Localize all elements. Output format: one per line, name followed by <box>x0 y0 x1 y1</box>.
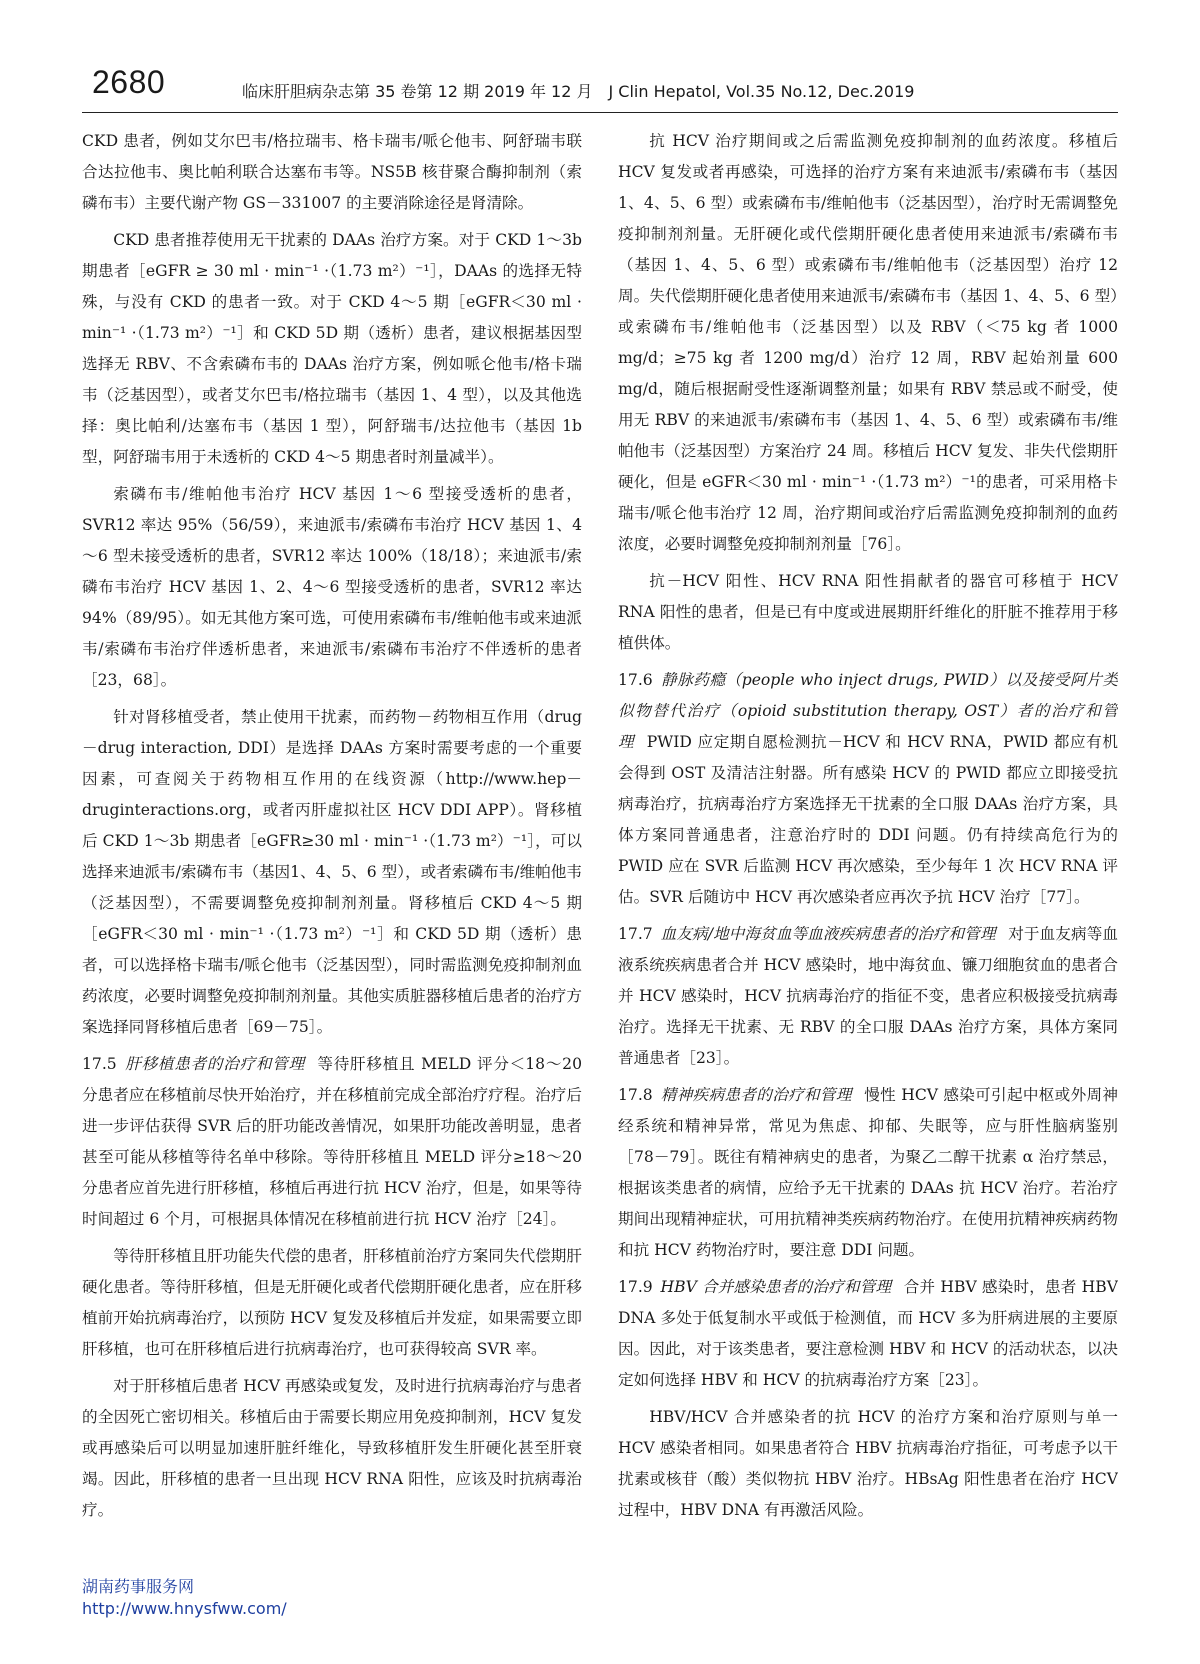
section-number: 17.8 <box>618 1086 653 1104</box>
paragraph-text: 抗－HCV 阳性、HCV RNA 阳性捐献者的器官可移植于 HCV RNA 阳性的患者，但是已有中度或进展期肝纤维化的肝脏不推荐用于移植供体。 <box>618 572 1118 652</box>
paragraph-text: CKD 患者推荐使用无干扰素的 DAAs 治疗方案。对于 CKD 1～3b期患者［eGFR ≥ 30 ml · min⁻¹ ·（1.73 m²）⁻¹］，DAAs 的选择无特殊，与没有 CKD 的患者一致。对于 CKD 4～5 期［eGFR＜30 ml · min⁻¹ ·（1.73 m²）⁻¹］和 CKD 5D 期（透析）患者，建议根据基因型选择无 RBV、不含索磷布韦的 DAAs 治疗方案，例如哌仑他韦/格卡瑞韦（泛基因型），或者艾尔巴韦/格拉瑞韦（基因 1、4 型），以及其他选择：奥比帕利/达塞布韦（基因 1 型），阿舒瑞韦/达拉他韦（基因 1b 型，阿舒瑞韦用于未透析的 CKD 4～5 期患者时剂量减半）。 <box>82 231 582 466</box>
section-title: 血友病/地中海贫血等血液疾病患者的治疗和管理 <box>660 925 996 943</box>
body-paragraph <box>82 479 582 696</box>
section-paragraph <box>618 919 1118 1074</box>
section-title: 静脉药瘾（people who inject drugs, PWID）以及接受阿片类似物替代治疗（opioid substitution therapy, OST）者的治疗和管理 <box>618 671 1118 751</box>
page-footer <box>82 1576 287 1620</box>
paragraph-text: PWID 应定期自愿检测抗－HCV 和 HCV RNA，PWID 都应有机会得到 OST 及清洁注射器。所有感染 HCV 的 PWID 都应立即接受抗病毒治疗，抗病毒治疗方案选择无干扰素的全口服 DAAs 治疗方案，具体方案同普通患者，注意治疗时的 DDI 问题。仍有持续高危行为的 PWID 应在 SVR 后监测 HCV 再次感染，至少每年 1 次 HCV RNA 评估。SVR 后随访中 HCV 再次感染者应再次予抗 HCV 治疗［77］。 <box>618 733 1118 906</box>
paragraph-text: HBV/HCV 合并感染者的抗 HCV 的治疗方案和治疗原则与单一 HCV 感染者相同。如果患者符合 HBV 抗病毒治疗指征，可考虑予以干扰素或核苷（酸）类似物抗 HBV 治疗。HBsAg 阳性患者在治疗 HCV 过程中，HBV DNA 有再激活风险。 <box>618 1408 1118 1519</box>
section-title: 肝移植患者的治疗和管理 <box>124 1055 305 1073</box>
right-column <box>618 126 1118 1546</box>
paragraph-text: 对于肝移植后患者 HCV 再感染或复发，及时进行抗病毒治疗与患者的全因死亡密切相关。移植后由于需要长期应用免疫抑制剂，HCV 复发或再感染后可以明显加速肝脏纤维化，导致移植肝发生肝硬化甚至肝衰竭。因此，肝移植的患者一旦出现 HCV RNA 阳性，应该及时抗病毒治疗。 <box>82 1377 582 1519</box>
body-paragraph <box>618 566 1118 659</box>
left-column <box>82 126 582 1546</box>
paragraph-text: 针对肾移植受者，禁止使用干扰素，而药物－药物相互作用（drug－drug interaction, DDI）是选择 DAAs 方案时需要考虑的一个重要因素，可查阅关于药物相互作用的在线资源（http://www.hep－druginteractions.org，或者丙肝虚拟社区 HCV DDI APP）。肾移植后 CKD 1～3b 期患者［eGFR≥30 ml · min⁻¹ ·（1.73 m²）⁻¹］，可以选择来迪派韦/索磷布韦（基因1、4、5、6 型），或者索磷布韦/维帕他韦（泛基因型），不需要调整免疫抑制剂剂量。肾移植后 CKD 4～5 期［eGFR＜30 ml · min⁻¹ ·（1.73 m²）⁻¹］和 CKD 5D 期（透析）患者，可以选择格卡瑞韦/哌仑他韦（泛基因型），同时需监测免疫抑制剂血药浓度，必要时调整免疫抑制剂剂量。其他实质脏器移植后患者的治疗方案选择同肾移植后患者［69－75］。 <box>82 708 582 1036</box>
paragraph-text: CKD 患者，例如艾尔巴韦/格拉瑞韦、格卡瑞韦/哌仑他韦、阿舒瑞韦联合达拉他韦、奥比帕利联合达塞布韦等。NS5B 核苷聚合酶抑制剂（索磷布韦）主要代谢产物 GS－331007 的主要消除途径是肾清除。 <box>82 132 582 212</box>
section-title: HBV 合并感染患者的治疗和管理 <box>660 1278 892 1296</box>
section-number: 17.6 <box>618 671 653 689</box>
section-number: 17.7 <box>618 925 653 943</box>
paragraph-text: 等待肝移植且肝功能失代偿的患者，肝移植前治疗方案同失代偿期肝硬化患者。等待肝移植，但是无肝硬化或者代偿期肝硬化患者，应在肝移植前开始抗病毒治疗，以预防 HCV 复发及移植后并发症，如果需要立即肝移植，也可在肝移植后进行抗病毒治疗，也可获得较高 SVR 率。 <box>82 1247 582 1358</box>
article-body <box>82 126 1118 1546</box>
body-paragraph <box>82 1241 582 1365</box>
paragraph-text: 合并 HBV 感染时，患者 HBV DNA 多处于低复制水平或低于检测值，而 HCV 多为肝病进展的主要原因。因此，对于该类患者，要注意检测 HBV 和 HCV 的活动状态，以决定如何选择 HBV 和 HCV 的抗病毒治疗方案［23］。 <box>618 1278 1118 1389</box>
paragraph-text: 慢性 HCV 感染可引起中枢或外周神经系统和精神异常，常见为焦虑、抑郁、失眠等，应与肝性脑病鉴别［78－79］。既往有精神病史的患者，为聚乙二醇干扰素 α 治疗禁忌，根据该类患者的病情，应给予无干扰素的 DAAs 抗 HCV 治疗。若治疗期间出现精神症状，可用抗精神类疾病药物治疗。在使用抗精神疾病药物和抗 HCV 药物治疗时，要注意 DDI 问题。 <box>618 1086 1118 1259</box>
section-number: 17.9 <box>618 1278 653 1296</box>
paragraph-text: 对于血友病等血液系统疾病患者合并 HCV 感染时，地中海贫血、镰刀细胞贫血的患者合并 HCV 感染时，HCV 抗病毒治疗的指征不变，患者应积极接受抗病毒治疗。选择无干扰素、无 RBV 的全口服 DAAs 治疗方案，具体方案同普通患者［23］。 <box>618 925 1118 1067</box>
body-paragraph <box>82 1371 582 1526</box>
site-url[interactable]: http://www.hnysfww.com/ <box>82 1599 287 1618</box>
section-title: 精神疾病患者的治疗和管理 <box>660 1086 852 1104</box>
section-paragraph <box>82 1049 582 1235</box>
page-number: 2680 <box>92 64 166 100</box>
body-paragraph <box>82 225 582 473</box>
section-paragraph <box>618 665 1118 913</box>
paragraph-text: 抗 HCV 治疗期间或之后需监测免疫抑制剂的血药浓度。移植后 HCV 复发或者再感染，可选择的治疗方案有来迪派韦/索磷布韦（基因 1、4、5、6 型）或索磷布韦/维帕他韦（泛基因型），治疗时无需调整免疫抑制剂剂量。无肝硬化或代偿期肝硬化患者使用来迪派韦/索磷布韦（基因 1、4、5、6 型）或索磷布韦/维帕他韦（泛基因型）治疗 12 周。失代偿期肝硬化患者使用来迪派韦/索磷布韦（基因 1、4、5、6 型）或索磷布韦/维帕他韦（泛基因型）以及 RBV（＜75 kg 者 1000 mg/d；≥75 kg 者 1200 mg/d）治疗 12 周，RBV 起始剂量 600 mg/d，随后根据耐受性逐渐调整剂量；如果有 RBV 禁忌或不耐受，使用无 RBV 的来迪派韦/索磷布韦（基因 1、4、5、6 型）或索磷布韦/维帕他韦（泛基因型）方案治疗 24 周。移植后 HCV 复发、非失代偿期肝硬化，但是 eGFR＜30 ml · min⁻¹ ·（1.73 m²）⁻¹的患者，可采用格卡瑞韦/哌仑他韦治疗 12 周，治疗期间或治疗后需监测免疫抑制剂的血药浓度，必要时调整免疫抑制剂剂量［76］。 <box>618 132 1118 553</box>
section-paragraph <box>618 1272 1118 1396</box>
body-paragraph <box>82 126 582 219</box>
body-paragraph <box>618 126 1118 560</box>
section-number: 17.5 <box>82 1055 117 1073</box>
journal-title: 临床肝胆病杂志第 35 卷第 12 期 2019 年 12 月 J Clin Hepatol, Vol.35 No.12, Dec.2019 <box>242 82 915 101</box>
body-paragraph <box>618 1402 1118 1526</box>
site-name: 湖南药事服务网 <box>82 1577 195 1596</box>
paragraph-text: 索磷布韦/维帕他韦治疗 HCV 基因 1～6 型接受透析的患者，SVR12 率达 95%（56/59），来迪派韦/索磷布韦治疗 HCV 基因 1、4～6 型未接受透析的患者，SVR12 率达 100%（18/18）；来迪派韦/索磷布韦治疗 HCV 基因 1、2、4～6 型接受透析的患者，SVR12 率达 94%（89/95）。如无其他方案可选，可使用索磷布韦/维帕他韦或来迪派韦/索磷布韦治疗伴透析患者，来迪派韦/索磷布韦治疗不伴透析的患者［23，68］。 <box>82 485 582 689</box>
paragraph-text: 等待肝移植且 MELD 评分＜18～20 分患者应在移植前尽快开始治疗，并在移植前完成全部治疗疗程。治疗后进一步评估获得 SVR 后的肝功能改善情况，如果肝功能改善明显，患者甚至可能从移植等待名单中移除。等待肝移植且 MELD 评分≥18～20 分患者应首先进行肝移植，移植后再进行抗 HCV 治疗，但是，如果等待时间超过 6 个月，可根据具体情况在移植前进行抗 HCV 治疗［24］。 <box>82 1055 582 1228</box>
page-header <box>82 62 1118 113</box>
section-paragraph <box>618 1080 1118 1266</box>
body-paragraph <box>82 702 582 1043</box>
